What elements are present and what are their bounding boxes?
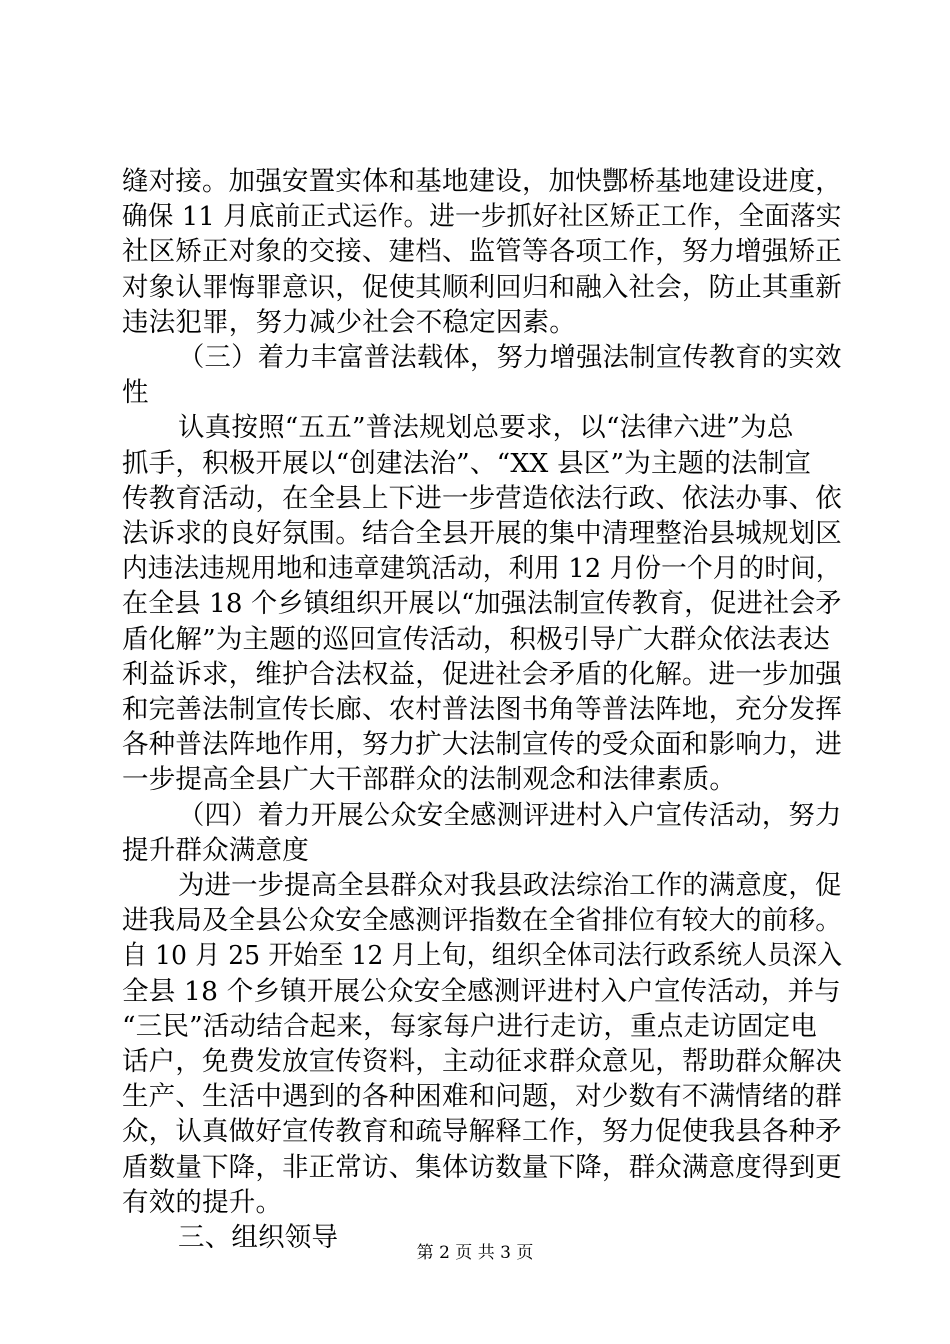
text-line: 话户，免费发放宣传资料，主动征求群众意见，帮助群众解决 [122,1046,842,1077]
text-line: 有效的提升。 [122,1187,283,1218]
text-line: 认真按照“五五”普法规划总要求，以“法律六进”为总 [178,412,794,443]
text-line: 众，认真做好宣传教育和疏导解释工作，努力促使我县各种矛 [122,1116,842,1147]
text-line: 进我局及全县公众安全感测评指数在全省排位有较大的前移。 [122,905,842,936]
text-line: 内违法违规用地和违章建筑活动，利用 12 月份一个月的时间， [122,553,842,584]
text-line: 违法犯罪，努力减少社会不稳定因素。 [122,307,576,338]
text-line: 对象认罪悔罪意识，促使其顺利回归和融入社会，防止其重新 [122,272,842,303]
text-line: 提升群众满意度 [122,835,309,866]
section-heading-4: （四）着力开展公众安全感测评进村入户宣传活动，努力 [178,800,842,831]
text-line: 盾数量下降，非正常访、集体访数量下降，群众满意度得到更 [122,1152,842,1183]
text-line: 社区矫正对象的交接、建档、监管等各项工作，努力增强矫正 [122,236,842,267]
text-line: 缝对接。加强安置实体和基地建设，加快酆桥基地建设进度， [122,166,842,197]
text-line: 一步提高全县广大干部群众的法制观念和法律素质。 [122,764,737,795]
text-line: 自 10 月 25 开始至 12 月上旬，组织全体司法行政系统人员深入 [122,940,843,971]
text-line: 各种普法阵地作用，努力扩大法制宣传的受众面和影响力，进 [122,729,842,760]
text-line: 生产、生活中遇到的各种困难和问题，对少数有不满情绪的群 [122,1081,842,1112]
text-line: 为进一步提高全县群众对我县政法综治工作的满意度，促 [178,870,842,901]
text-line: 和完善法制宣传长廊、农村普法图书角等普法阵地，充分发挥 [122,694,842,725]
text-line: 全县 18 个乡镇开展公众安全感测评进村入户宣传活动，并与 [122,976,841,1007]
text-line: 利益诉求，维护合法权益，促进社会矛盾的化解。进一步加强 [122,659,842,690]
text-line: “三民”活动结合起来，每家每户进行走访，重点走访固定电 [122,1011,817,1042]
text-line: 确保 11 月底前正式运作。进一步抓好社区矫正工作，全面落实 [122,201,842,232]
text-line: 传教育活动，在全县上下进一步营造依法行政、依法办事、依 [122,483,842,514]
text-line: 法诉求的良好氛围。结合全县开展的集中清理整治县城规划区 [122,518,842,549]
page-footer: 第 2 页 共 3 页 [416,1243,534,1263]
text-line: 盾化解”为主题的巡回宣传活动，积极引导广大群众依法表达 [122,624,830,655]
section-heading-3: （三）着力丰富普法载体，努力增强法制宣传教育的实效 [178,342,842,373]
section-heading-organization: 三、组织领导 [178,1222,339,1253]
text-line: 性 [122,377,149,408]
text-line: 在全县 18 个乡镇组织开展以“加强法制宣传教育，促进社会矛 [122,588,842,619]
text-line: 抓手，积极开展以“创建法治”、“XX 县区”为主题的法制宣 [122,448,812,479]
